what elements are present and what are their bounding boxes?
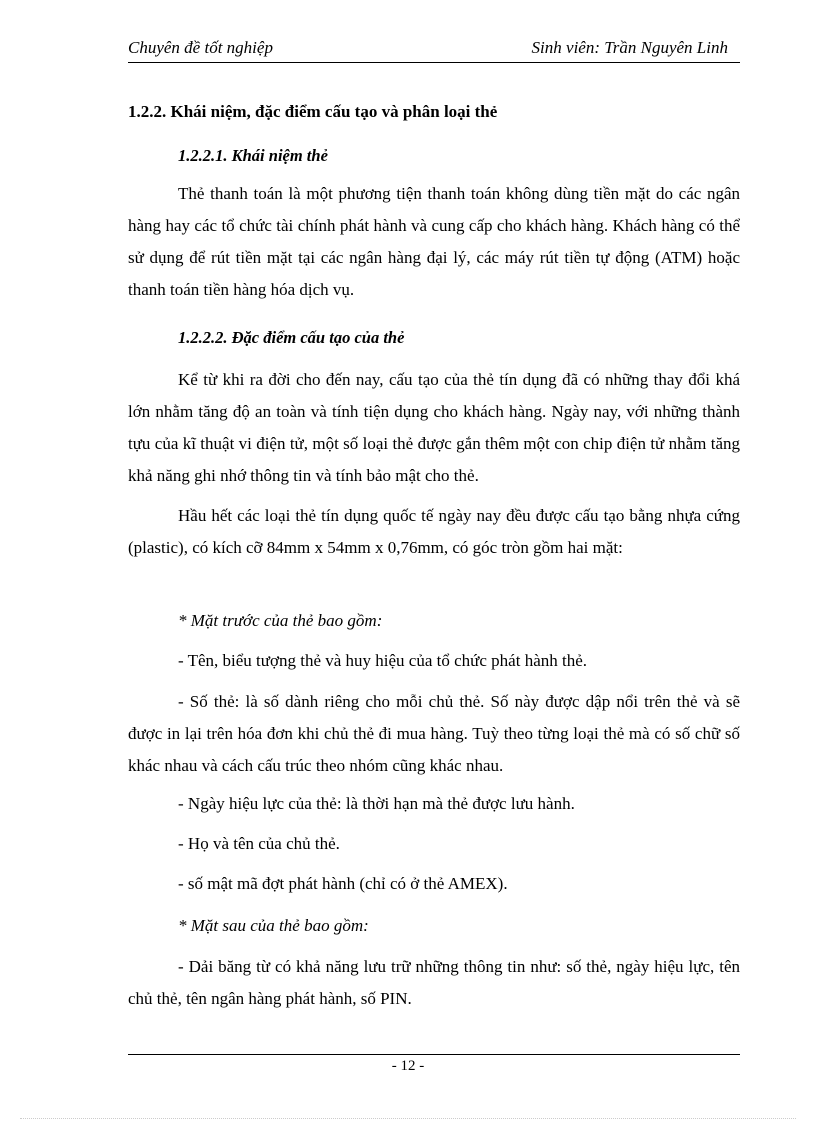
- paragraph-card-definition: Thẻ thanh toán là một phương tiện thanh toán không dùng tiền mặt do các ngân hàng hay các tổ chức tài chính phát hành và cung cấp cho khách hàng. Khách hàng có thể sử dụng để rút tiền mặt tại các ngân hàng đại lý, các máy rút tiền tự động (ATM) hoặc thanh toán tiền hàng hóa dịch vụ.: [128, 184, 740, 299]
- back-item-magnetic-stripe: - Dải băng từ có khả năng lưu trữ những thông tin như: số thẻ, ngày hiệu lực, tên chủ thẻ, tên ngân hàng phát hành, số PIN.: [128, 957, 740, 1008]
- page-header: [128, 36, 740, 63]
- page-number: - 12 -: [391, 1058, 425, 1074]
- front-side-label: * Mặt trước của thẻ bao gồm:: [178, 611, 383, 630]
- page-edge-divider: [20, 1118, 796, 1119]
- paragraph-card-structure: Kể từ khi ra đời cho đến nay, cấu tạo của thẻ tín dụng đã có những thay đổi khá lớn nhằm tăng độ an toàn và tính tiện dụng cho khách hàng. Ngày nay, với những thành tựu của kĩ thuật vi điện tử, một số loại thẻ được gắn thêm một con chip điện tử nhằm tăng khả năng ghi nhớ thông tin và tính bảo mật cho thẻ.: [128, 370, 740, 485]
- front-item-issue-code: - số mật mã đợt phát hành (chỉ có ở thẻ AMEX).: [178, 874, 508, 893]
- front-item-name-logo: - Tên, biểu tượng thẻ và huy hiệu của tổ chức phát hành thẻ.: [178, 651, 588, 670]
- section-heading: 1.2.2. Khái niệm, đặc điểm cấu tạo và phân loại thẻ: [128, 102, 498, 121]
- header-title: Chuyên đề tốt nghiệp: [128, 38, 273, 57]
- header-author: Sinh viên: Trần Nguyên Linh: [531, 38, 728, 57]
- front-item-card-number: - Số thẻ: là số dành riêng cho mỗi chủ thẻ. Số này được dập nổi trên thẻ và sẽ được in lại trên hóa đơn khi chủ thẻ đi mua hàng. Tuỳ theo từng loại thẻ mà có số chữ số khác nhau và cách cấu trúc theo nhóm cũng khác nhau.: [128, 692, 740, 775]
- footer-rule: [128, 1054, 740, 1055]
- subsection-heading-2: 1.2.2.2. Đặc điểm cấu tạo của thẻ: [178, 328, 405, 347]
- subsection-heading-1: 1.2.2.1. Khái niệm thẻ: [178, 146, 328, 165]
- front-item-holder-name: - Họ và tên của chủ thẻ.: [178, 834, 340, 853]
- front-item-validity: - Ngày hiệu lực của thẻ: là thời hạn mà thẻ được lưu hành.: [178, 794, 575, 813]
- paragraph-card-material: Hầu hết các loại thẻ tín dụng quốc tế ngày nay đều được cấu tạo bằng nhựa cứng (plastic), có kích cỡ 84mm x 54mm x 0,76mm, có góc tròn gồm hai mặt:: [128, 506, 740, 557]
- back-side-label: * Mặt sau của thẻ bao gồm:: [178, 916, 369, 935]
